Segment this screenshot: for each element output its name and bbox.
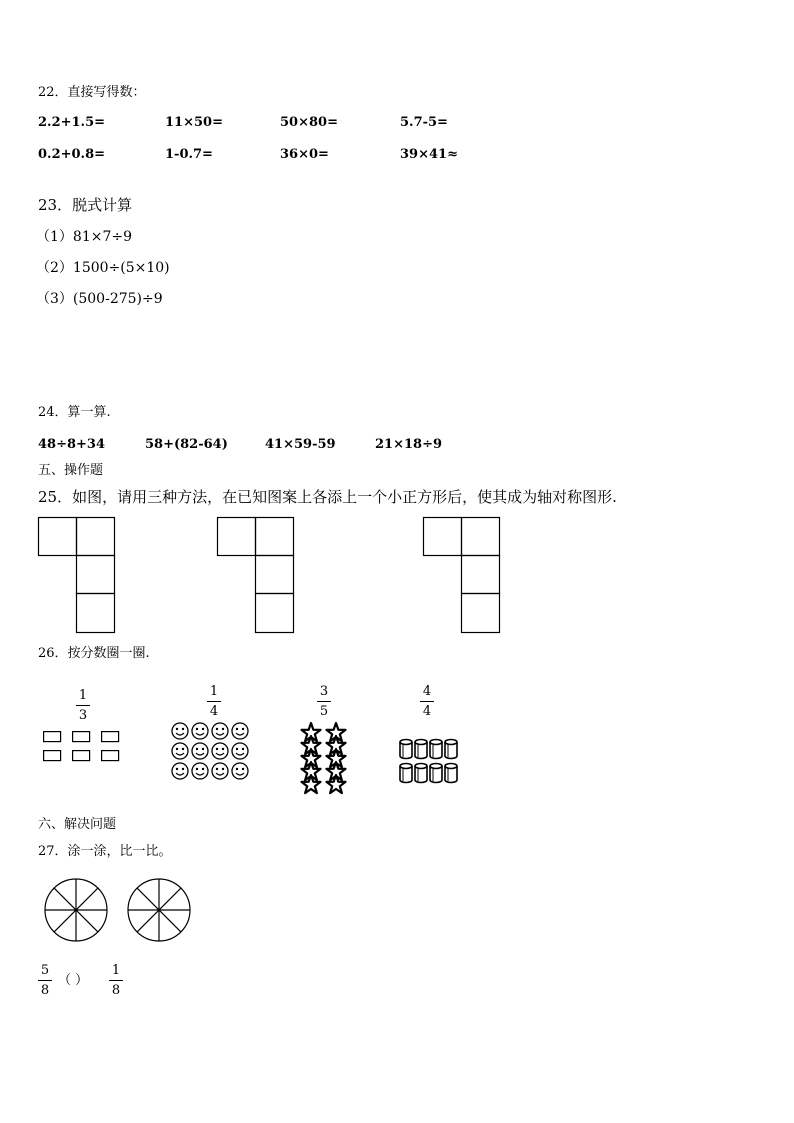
circle-eighths-2	[127, 876, 191, 944]
smiley-icon	[232, 763, 248, 779]
smiley-icon	[172, 743, 188, 759]
q22-title: 22．直接写得数：	[38, 85, 146, 100]
q22-r2-c3: 36×0=	[280, 147, 329, 162]
q22-r2-c4: 39×41≈	[400, 147, 458, 162]
q23-item-2: （2）1500÷(5×10)	[36, 260, 170, 276]
comparison-blank[interactable]: （ ）	[58, 973, 89, 988]
smiley-icon	[212, 743, 228, 759]
smiley-icon	[232, 723, 248, 739]
q22-r1-c1: 2.2+1.5=	[38, 115, 106, 130]
q27-title: 27．涂一涂，比一比。	[38, 844, 172, 859]
fraction-five-eighths	[37, 964, 53, 997]
fraction-denominator: 4	[209, 704, 219, 719]
q23-item-3: （3）(500-275)÷9	[36, 291, 163, 307]
smiley-icon	[212, 723, 228, 739]
fraction-numerator: 3	[319, 684, 329, 699]
cylinder-icon	[415, 740, 427, 759]
star-icon	[301, 775, 320, 793]
q22-r1-c2: 11×50=	[165, 115, 223, 130]
q25-title: 25．如图，请用三种方法，在已知图案上各添上一个小正方形后，使其成为轴对称图形.	[38, 488, 617, 506]
cylinder-icon	[445, 764, 457, 783]
cylinder-icon	[400, 764, 412, 783]
smileys-group	[170, 721, 252, 783]
fraction-four-fourths	[419, 685, 435, 718]
fraction-denominator: 8	[111, 983, 121, 998]
rectangle-icon	[102, 732, 119, 742]
stars-group	[298, 722, 352, 798]
smiley-icon	[172, 763, 188, 779]
fraction-numerator: 4	[422, 684, 432, 699]
fraction-denominator: 5	[319, 704, 329, 719]
fraction-one-fourth	[206, 685, 222, 718]
fraction-numerator: 5	[40, 963, 50, 978]
q24-item-4: 21×18÷9	[375, 437, 443, 452]
l-shape-figure-2	[217, 517, 297, 635]
fraction-one-third	[75, 689, 91, 722]
q26-title: 26．按分数圈一圈.	[38, 646, 150, 661]
cylinders-group	[398, 738, 460, 786]
smiley-icon	[232, 743, 248, 759]
section-5-title: 五、操作题	[38, 463, 104, 478]
cylinder-icon	[415, 764, 427, 783]
cylinder-icon	[445, 740, 457, 759]
fraction-numerator: 1	[111, 963, 121, 978]
q24-item-1: 48÷8+34	[38, 437, 106, 452]
q24-title: 24．算一算.	[38, 405, 111, 420]
q22-r2-c1: 0.2+0.8=	[38, 147, 106, 162]
rectangle-icon	[44, 732, 61, 742]
fraction-denominator: 4	[422, 704, 432, 719]
q24-item-2: 58+(82-64)	[145, 437, 228, 452]
rectangle-icon	[44, 751, 61, 761]
q23-item-1: （1）81×7÷9	[36, 229, 132, 245]
smiley-icon	[192, 763, 208, 779]
q22-r1-c4: 5.7-5=	[400, 115, 448, 130]
fraction-denominator: 3	[78, 708, 88, 723]
circle-eighths-1	[44, 876, 108, 944]
q22-r2-c2: 1-0.7=	[165, 147, 213, 162]
cylinder-icon	[430, 740, 442, 759]
smiley-icon	[212, 763, 228, 779]
fraction-denominator: 8	[40, 983, 50, 998]
fraction-numerator: 1	[78, 688, 88, 703]
fraction-numerator: 1	[209, 684, 219, 699]
star-icon	[326, 775, 345, 793]
cylinder-icon	[400, 740, 412, 759]
rectangle-icon	[73, 732, 90, 742]
smiley-icon	[192, 723, 208, 739]
fraction-one-eighth	[108, 964, 124, 997]
section-6-title: 六、解决问题	[38, 817, 117, 832]
rectangle-icon	[73, 751, 90, 761]
smiley-icon	[172, 723, 188, 739]
cylinder-icon	[430, 764, 442, 783]
l-shape-figure-3	[423, 517, 503, 635]
smiley-icon	[192, 743, 208, 759]
q23-title: 23．脱式计算	[38, 196, 133, 214]
l-shape-figure-1	[38, 517, 118, 635]
rectangles-group	[43, 731, 123, 763]
rectangle-icon	[102, 751, 119, 761]
q24-item-3: 41×59-59	[265, 437, 336, 452]
fraction-three-fifths	[316, 685, 332, 718]
q22-r1-c3: 50×80=	[280, 115, 338, 130]
